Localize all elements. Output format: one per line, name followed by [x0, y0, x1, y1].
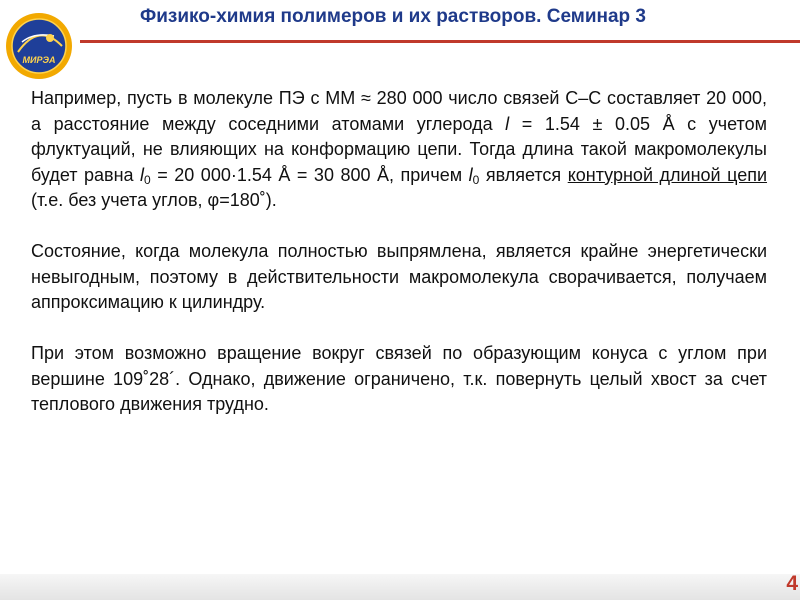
p1-text-1: Например, пусть в молекуле ПЭ с ММ ≈ 280 000 число связей С–С составляет 20 000, а расстояние между соседними атомами углерода — [31, 88, 767, 134]
page-number: 4 — [786, 572, 798, 595]
paragraph-contour-length — [31, 86, 767, 214]
contour-length-symbol: l — [140, 164, 145, 185]
header-divider — [80, 40, 800, 43]
slide-content — [31, 86, 767, 443]
p1-text-5: (т.е. без учета углов, φ=180˚). — [31, 190, 277, 210]
paragraph-bond-rotation: При этом возможно вращение вокруг связей по образующим конуса с углом при вершине 109˚28´. Однако, движение ограничено, т.к. повернуть целый хвост за счет теплового движения трудно. — [31, 343, 767, 414]
p1-text-4: является — [479, 164, 568, 185]
slide-title: Физико-химия полимеров и их растворов. Семинар 3 — [140, 6, 646, 27]
p1-text-3: = 20 000·1.54 Å = 30 800 Å, причем — [150, 164, 469, 185]
p1-text-2: = 1.54 ± 0.05 Å с учетом флуктуаций, не влияющих на конформацию цепи. Тогда длина такой макромолекулы будет равна — [31, 113, 767, 185]
mirea-emblem-icon — [4, 2, 74, 88]
footer-bar — [0, 574, 800, 600]
university-logo — [4, 2, 74, 88]
contour-length-term: контурной длиной цепи — [567, 164, 768, 185]
logo-text: МИРЭА — [22, 55, 56, 65]
contour-length-subscript-2: 0 — [472, 172, 480, 187]
contour-length-subscript: 0 — [144, 172, 151, 187]
paragraph-cylinder-approximation: Состояние, когда молекула полностью выпрямлена, является крайне энергетически невыгодным, поэтому в действительности макромолекула сворачивается, получаем аппроксимацию к цилиндру. — [31, 241, 767, 312]
bond-length-symbol: l — [505, 113, 510, 134]
contour-length-symbol-2: l — [468, 164, 473, 185]
